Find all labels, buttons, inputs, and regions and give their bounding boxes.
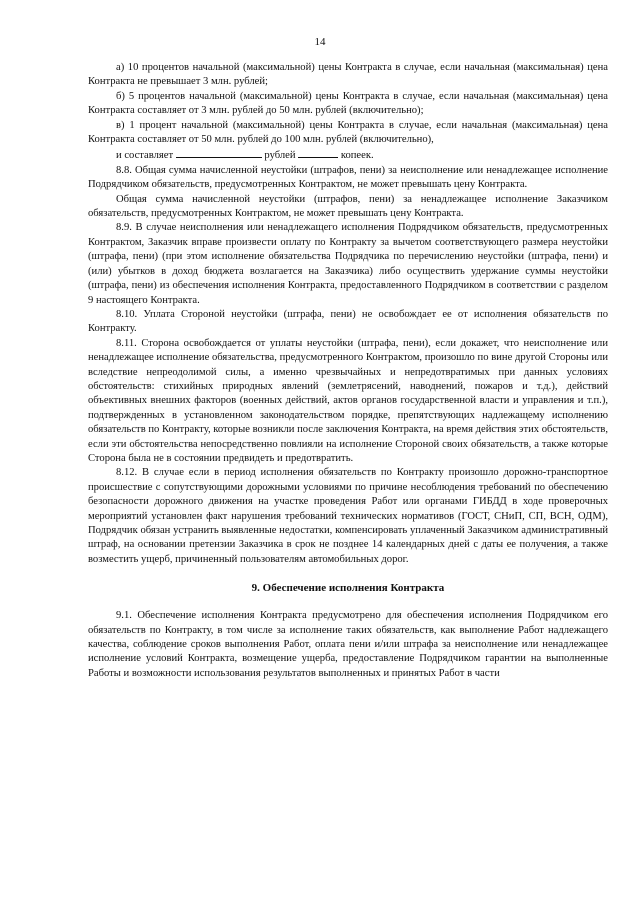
clause-8-10: 8.10. Уплата Стороной неустойки (штрафа, пени) не освобождает ее от исполнения обязательств по Контракту. bbox=[88, 308, 608, 335]
amount-rubles-blank bbox=[176, 147, 262, 158]
clause-a: а) 10 процентов начальной (максимальной) цены Контракта в случае, если начальная (максимальная) цена Контракта не превышает 3 млн. рублей; bbox=[88, 62, 608, 88]
amount-kopecks-blank bbox=[298, 147, 338, 158]
contract-text bbox=[88, 61, 608, 681]
amount-suffix: копеек. bbox=[340, 150, 374, 162]
clause-8-9: 8.9. В случае неисполнения или ненадлежащего исполнения Подрядчиком обязательств, предусмотренных Контрактом, Заказчик вправе произвести оплату по Контракту за вычетом соответствующего размера неустойки (штрафа, пени) (при этом исполнение обязательства Подрядчика по перечислению неустойки (штрафа, пени) и (или) убытков в доход бюджета возлагается на Заказчика) либо осуществить удержание суммы неустойки (штрафа, пени) из обеспечения исполнения Контракта, предоставленного Подрядчиком в соответствии с разделом 9 настоящего Контракта. bbox=[88, 222, 608, 306]
clause-8-11: 8.11. Сторона освобождается от уплаты неустойки (штрафа, пени), если докажет, что неисполнение или ненадлежащее исполнение обязательства, предусмотренного Контрактом, произошло по вине другой Стороны или вследствие непреодолимой силы, а именно чрезвычайных и непредотвратимых при данных условиях обстоятельств: стихийных природных явлений (землетрясений, наводнений, пожаров и т.д.), действий объективных внешних факторов (военных действий, актов органов государственной власти и управления и т.п.), подтвержденных в установленном законодательством порядке, препятствующих надлежащему исполнению обязательств по Контракту, которые возникли после заключения Контракта, на время действия этих обстоятельств, если эти обстоятельства непосредственно повлияли на исполнение Стороной своих обязательств, а также которые Сторона была не в состоянии предвидеть и предотвратить. bbox=[88, 337, 608, 464]
clause-c: в) 1 процент начальной (максимальной) цены Контракта в случае, если начальная (максимальная) цена Контракта составляет от 50 млн. рублей до 100 млн. рублей (включительно), bbox=[88, 119, 608, 146]
amount-middle: рублей bbox=[264, 150, 296, 162]
amount-prefix: и составляет bbox=[116, 150, 174, 162]
clause-b: б) 5 процентов начальной (максимальной) цены Контракта в случае, если начальная (максимальная) цена Контракта составляет от 3 млн. рублей до 50 млн. рублей (включительно); bbox=[88, 90, 608, 117]
clause-9-1: 9.1. Обеспечение исполнения Контракта предусмотрено для обеспечения исполнения Подрядчиком его обязательств по Контракту, в том числе за исполнение таких обязательств, как выполнение Работ надлежащего качества, соблюдение сроков выполнения Работ, оплата пени и/или штрафа за неисполнение или ненадлежащее исполнение условий Контракта, возмещение ущерба, предоставление Подрядчиком гарантии на выполненные Работы и возможности использования результатов выполненных и принятых Работ в части bbox=[88, 610, 608, 679]
clause-8-12: 8.12. В случае если в период исполнения обязательств по Контракту произошло дорожно-транспортное происшествие с сопутствующими дорожными условиями по причине несоблюдения требований по обеспечению безопасности дорожного движения на участке проведения Работ или органами ГИБДД в ходе проверочных мероприятий установлен факт нарушения требований технических нормативов (ГОСТ, СНиП, СП, ВСН, ОДМ), Подрядчик обязан устранить выявленные недостатки, компенсировать уплаченный Заказчиком административный штраф, на основании претензии Заказчика в срок не позднее 14 календарных дней с даты ее получения, а также возместить ущерб, причиненный пользователям автомобильных дорог. bbox=[88, 467, 608, 565]
clause-8-8-customer: Общая сумма начисленной неустойки (штрафов, пени) за ненадлежащее исполнение Заказчиком обязательств, предусмотренных Контрактом, не может превышать цену Контракта. bbox=[88, 193, 608, 220]
amount-line bbox=[88, 147, 608, 163]
section-heading: 9. Обеспечение исполнения Контракта bbox=[251, 582, 445, 595]
page-number: 14 bbox=[314, 36, 326, 48]
clause-8-8: 8.8. Общая сумма начисленной неустойки (штрафов, пени) за неисполнение или ненадлежащее исполнение Подрядчиком обязательств, предусмотренных Контрактом, не может превышать цену Контракта. bbox=[88, 164, 608, 191]
